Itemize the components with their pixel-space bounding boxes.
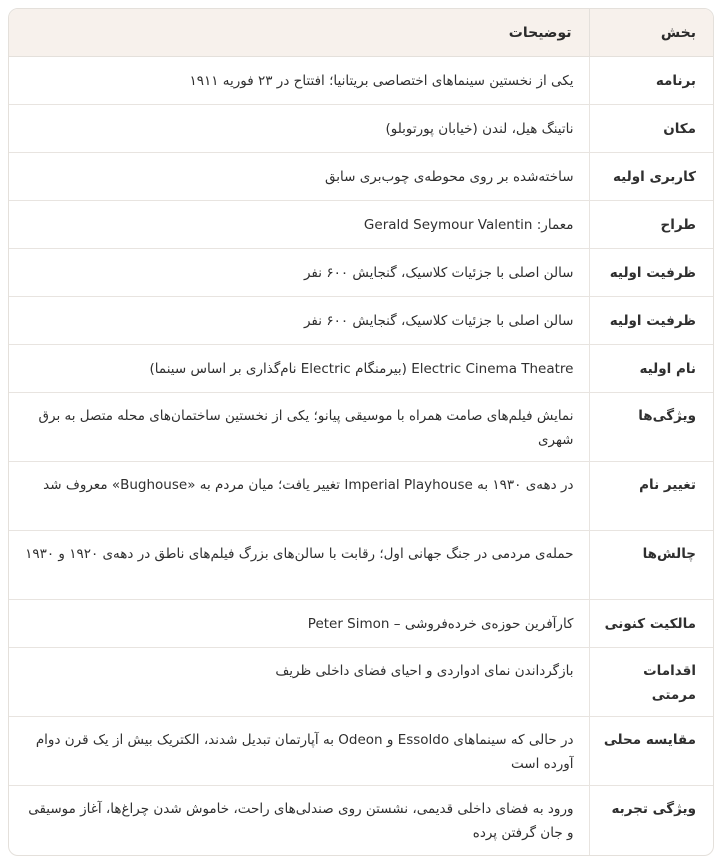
row-key: تغییر نام (589, 462, 713, 531)
table-row (9, 249, 713, 297)
table-row (9, 201, 713, 249)
table-row (9, 297, 713, 345)
info-table-container (8, 8, 714, 856)
header-description: توضیحات (9, 9, 589, 57)
row-value: بازگرداندن نمای ادواردی و احیای فضای داخلی ظریف (9, 648, 589, 717)
table-row (9, 531, 713, 600)
row-value: سالن اصلی با جزئیات کلاسیک، گنجایش ۶۰۰ نفر (9, 249, 589, 297)
table-row (9, 717, 713, 786)
table-row (9, 786, 713, 855)
table-row (9, 153, 713, 201)
row-value: در حالی که سینماهای Essoldo و Odeon به آپارتمان تبدیل شدند، الکتریک بیش از یک قرن دوام آورده است (9, 717, 589, 786)
table-header-row (9, 9, 713, 57)
row-value: یکی از نخستین سینماهای اختصاصی بریتانیا؛ افتتاح در ۲۳ فوریه ۱۹۱۱ (9, 57, 589, 105)
table-row (9, 345, 713, 393)
row-value: ساخته‌شده بر روی محوطه‌ی چوب‌بری سابق (9, 153, 589, 201)
header-section: بخش (589, 9, 713, 57)
row-value: نمایش فیلم‌های صامت همراه با موسیقی پیانو؛ یکی از نخستین ساختمان‌های محله متصل به برق شهری (9, 393, 589, 462)
row-key: مکان (589, 105, 713, 153)
row-value: ناتینگ هیل، لندن (خیابان پورتوبلو) (9, 105, 589, 153)
row-key: برنامه (589, 57, 713, 105)
table-row (9, 57, 713, 105)
info-table (9, 9, 713, 855)
table-row (9, 105, 713, 153)
row-value: معمار: Gerald Seymour Valentin (9, 201, 589, 249)
table-row (9, 648, 713, 717)
row-key: ویژگی تجربه (589, 786, 713, 855)
table-row (9, 462, 713, 531)
row-key: ویژگی‌ها (589, 393, 713, 462)
row-key: چالش‌ها (589, 531, 713, 600)
row-value: حمله‌ی مردمی در جنگ جهانی اول؛ رقابت با سالن‌های بزرگ فیلم‌های ناطق در دهه‌ی ۱۹۲۰ و ۱۹۳۰ (9, 531, 589, 600)
table-row (9, 600, 713, 648)
row-key: نام اولیه (589, 345, 713, 393)
row-key: ظرفیت اولیه (589, 297, 713, 345)
row-value: سالن اصلی با جزئیات کلاسیک، گنجایش ۶۰۰ نفر (9, 297, 589, 345)
row-key: مالکیت کنونی (589, 600, 713, 648)
row-key: مقایسه محلی (589, 717, 713, 786)
row-key: ظرفیت اولیه (589, 249, 713, 297)
row-value: کارآفرین حوزه‌ی خرده‌فروشی – Peter Simon (9, 600, 589, 648)
row-value: ورود به فضای داخلی قدیمی، نشستن روی صندلی‌های راحت، خاموش شدن چراغ‌ها، آغاز موسیقی و جان گرفتن پرده (28, 801, 574, 841)
row-key: اقدامات مرمتی (589, 648, 713, 717)
table-row (9, 393, 713, 462)
row-value: در دهه‌ی ۱۹۳۰ به Imperial Playhouse تغییر یافت؛ میان مردم به «Bughouse» معروف شد (9, 462, 589, 531)
row-key: کاربری اولیه (589, 153, 713, 201)
row-value: Electric Cinema Theatre (بیرمنگام Electric نام‌گذاری بر اساس سینما) (9, 345, 589, 393)
row-key: طراح (589, 201, 713, 249)
